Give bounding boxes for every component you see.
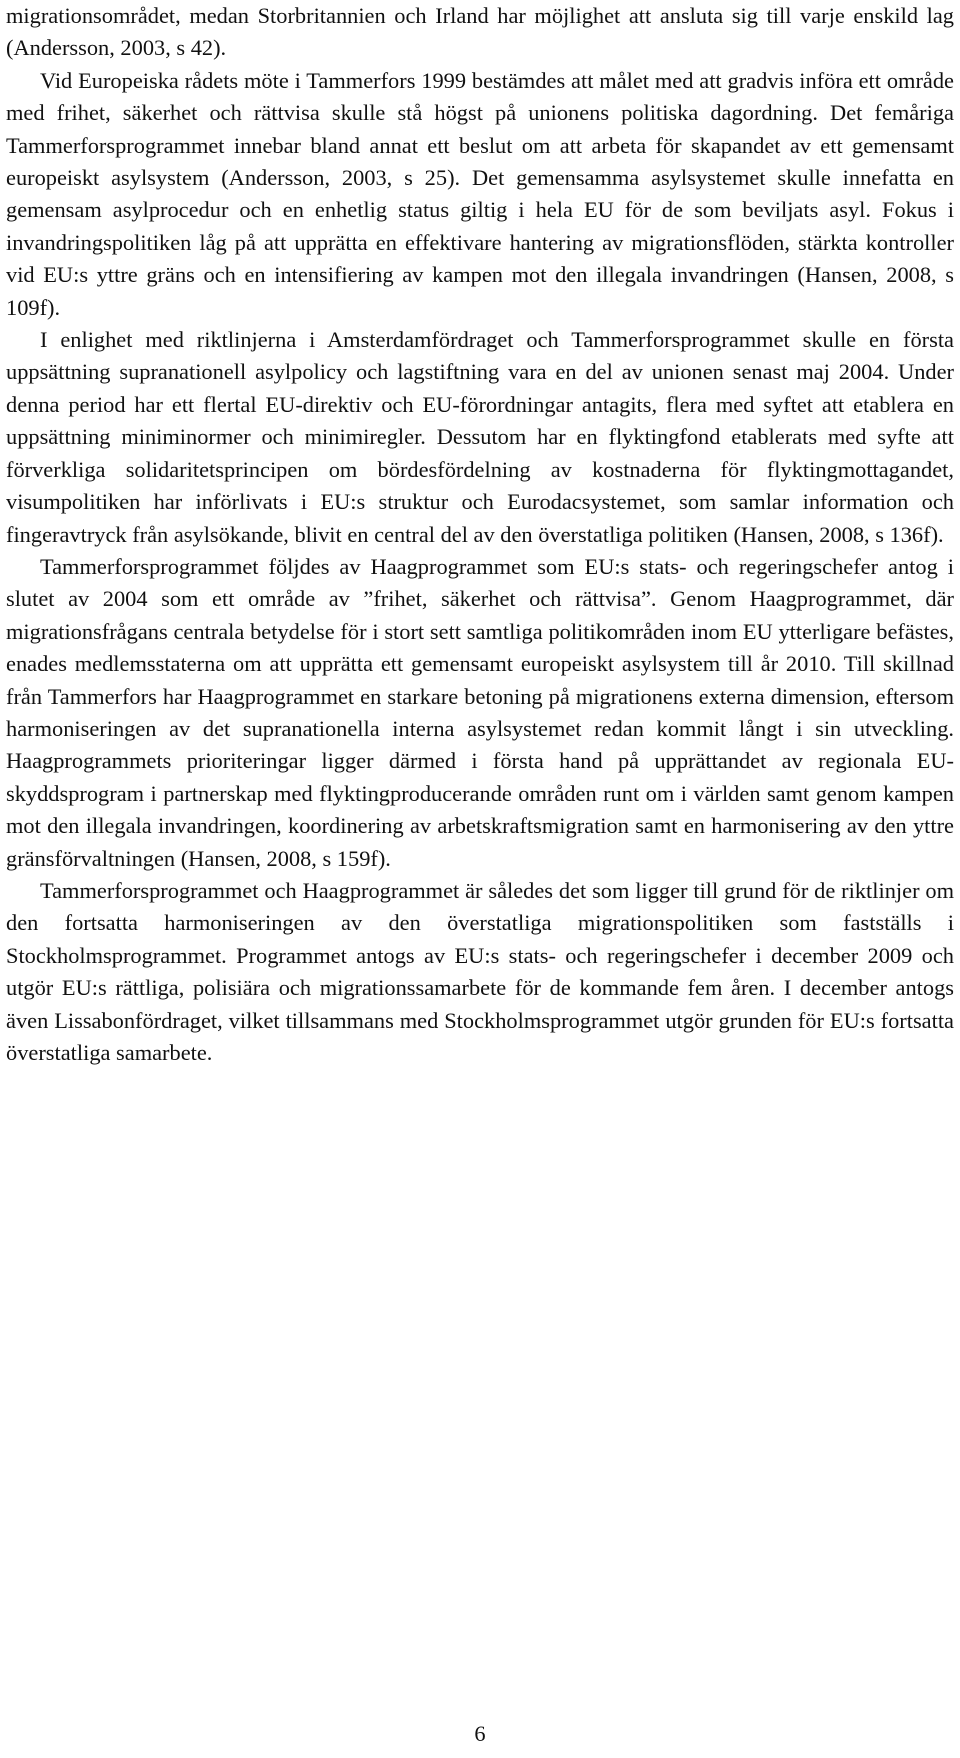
paragraph-3: I enlighet med riktlinjerna i Amsterdamfördraget och Tammerforsprogrammet skulle en första uppsättning supranationell asylpolicy och lagstiftning vara en del av unionen senast maj 2004. Under denna period har ett flertal EU-direktiv och EU-förordningar antagits, flera med syftet att etablera en uppsättning miniminormer och minimiregler. Dessutom har en flyktingfond etablerats med syfte att förverkliga solidaritetsprincipen om bördesfördelning av kostnaderna för flyktingmottagandet, visumpolitiken har införlivats i EU:s struktur och Eurodacsystemet, som samlar information och fingeravtryck från asylsökande, blivit en central del av den överstatliga politiken (Hansen, 2008, s 136f). [6, 327, 954, 547]
paragraph-1: migrationsområdet, medan Storbritannien och Irland har möjlighet att ansluta sig till varje enskild lag (Andersson, 2003, s 42). [6, 3, 954, 61]
page-number: 6 [474, 1721, 486, 1746]
paragraph-2: Vid Europeiska rådets möte i Tammerfors 1999 bestämdes att målet med att gradvis införa ett område med frihet, säkerhet och rättvisa skulle stå högst på unionens politiska dagordning. Det femåriga Tammerforsprogrammet innebar bland annat ett beslut om att arbeta för skapandet av ett gemensamt europeiskt asylsystem (Andersson, 2003, s 25). Det gemensamma asylsystemet skulle innefatta en gemensam asylprocedur och en enhetlig status giltig i hela EU för de som beviljats asyl. Fokus i invandringspolitiken låg på att upprätta en effektivare hantering av migrationsflöden, stärkta kontroller vid EU:s yttre gräns och en intensifiering av kampen mot den illegala invandringen (Hansen, 2008, s 109f). [6, 67, 954, 320]
document-body [6, 0, 954, 1069]
paragraph-4: Tammerforsprogrammet följdes av Haagprogrammet som EU:s stats- och regeringschefer antog i slutet av 2004 som ett område av ”frihet, säkerhet och rättvisa”. Genom Haagprogrammet, där migrationsfrågans centrala betydelse för i stort sett samtliga politikområden inom EU ytterligare befästes, enades medlemsstaterna om att upprätta ett gemensamt europeiskt asylsystem till år 2010. Till skillnad från Tammerfors har Haagprogrammet en starkare betoning på migrationens externa dimension, eftersom harmoniseringen av det supranationella interna asylsystemet redan kommit långt i sin utveckling. Haagprogrammets prioriteringar ligger därmed i första hand på upprättandet av regionala EU-skyddsprogram i partnerskap med flyktingproducerande områden runt om i världen samt genom kampen mot den illegala invandringen, koordinering av arbetskraftsmigration samt en harmonisering av den yttre gränsförvaltningen (Hansen, 2008, s 159f). [6, 553, 954, 871]
paragraph-5: Tammerforsprogrammet och Haagprogrammet är således det som ligger till grund för de riktlinjer om den fortsatta harmoniseringen av den överstatliga migrationspolitiken som fastställs i Stockholmsprogrammet. Programmet antogs av EU:s stats- och regeringschefer i december 2009 och utgör EU:s rättliga, polisiära och migrationssamarbete för de kommande fem åren. I december antogs även Lissabonfördraget, vilket tillsammans med Stockholmsprogrammet utgör grunden för EU:s fortsatta överstatliga samarbete. [6, 877, 954, 1065]
